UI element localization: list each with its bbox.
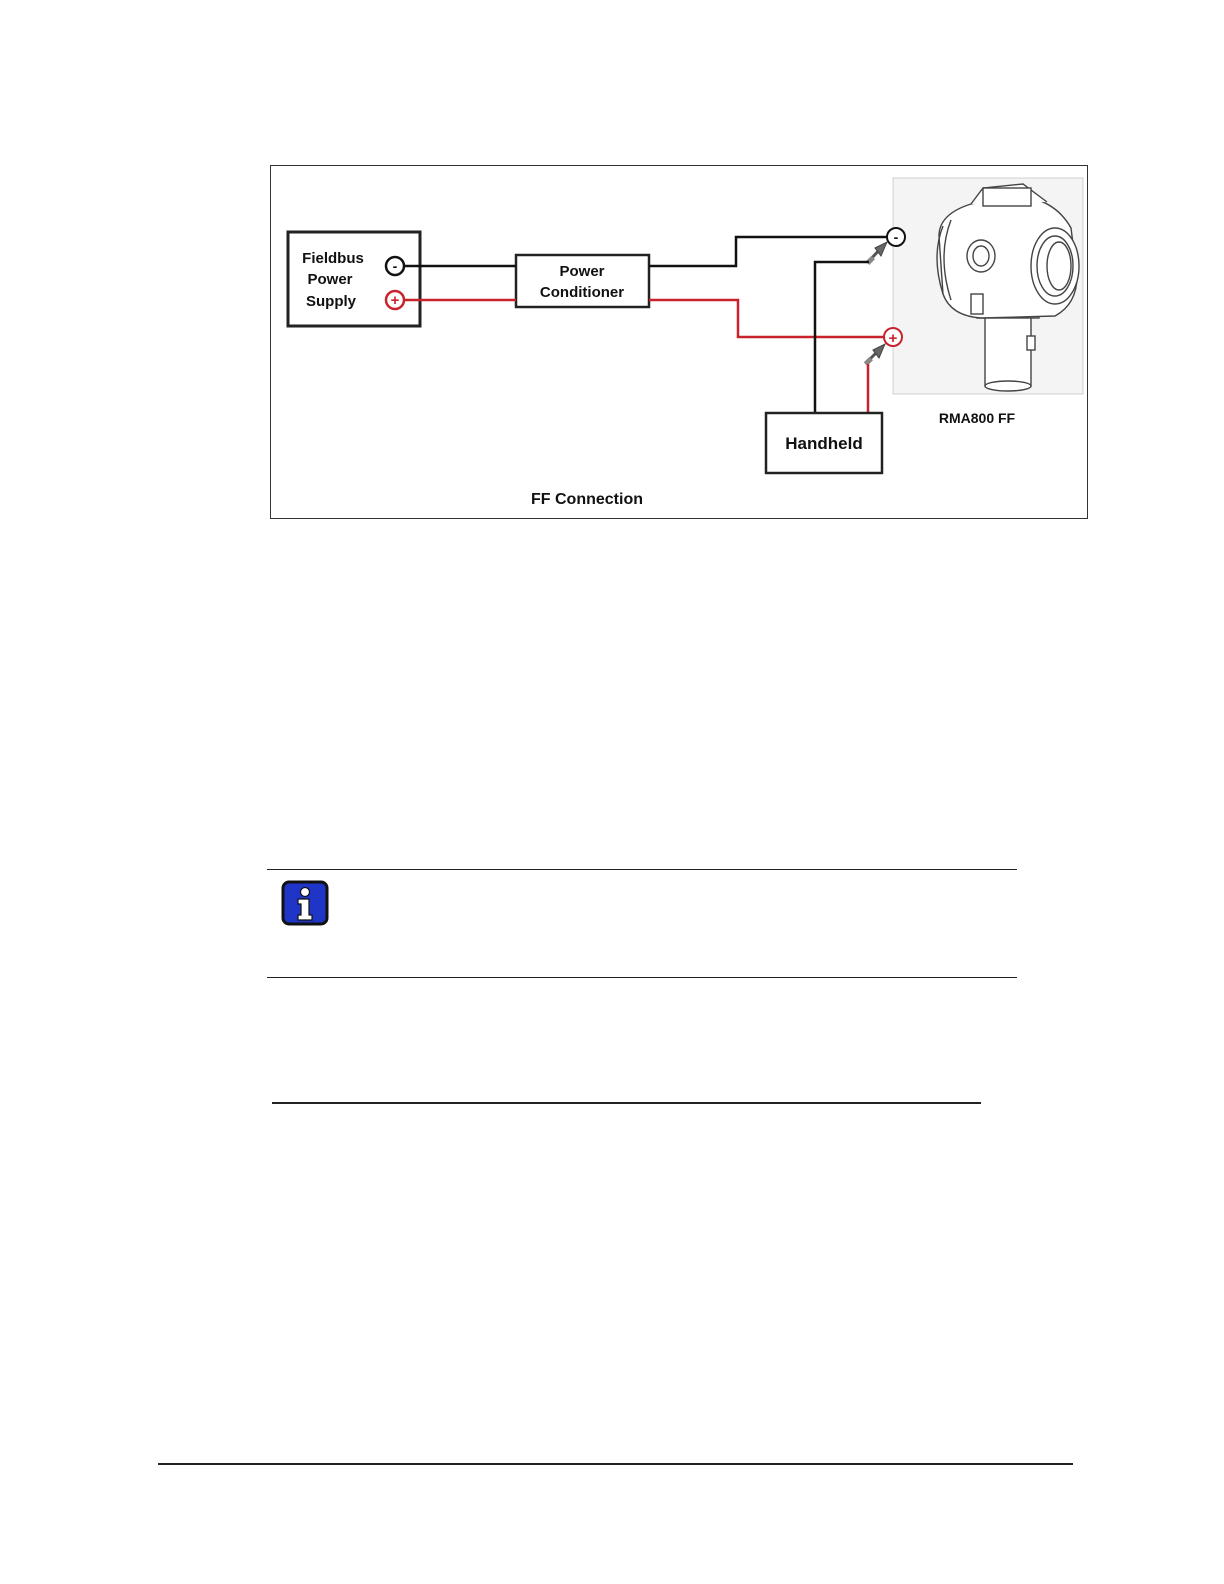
figure-caption: FF Connection [531,491,643,508]
power-conditioner-label-line2: Conditioner [539,284,625,301]
ff-connection-figure [270,165,1088,519]
device-minus-sign: - [893,229,899,245]
wiring-diagram [271,166,1089,520]
device-plus-sign: + [888,330,898,347]
section-rule [272,1102,981,1104]
device-label: RMA800 FF [938,410,1016,426]
supply-plus-sign: + [390,292,400,309]
power-supply-label-line1: Fieldbus [302,250,364,267]
positive-wire-device [649,300,886,337]
note-box [267,869,1017,978]
power-conditioner-label-line1: Power [559,263,605,280]
power-supply-label-line2: Power [307,271,353,288]
plus-probe-clip-icon [864,344,885,366]
power-supply-label-line3: Supply [305,293,357,310]
supply-minus-sign: - [392,258,398,274]
handheld-label: Handheld [785,434,863,453]
info-icon [281,880,329,926]
footer-rule [158,1463,1073,1465]
